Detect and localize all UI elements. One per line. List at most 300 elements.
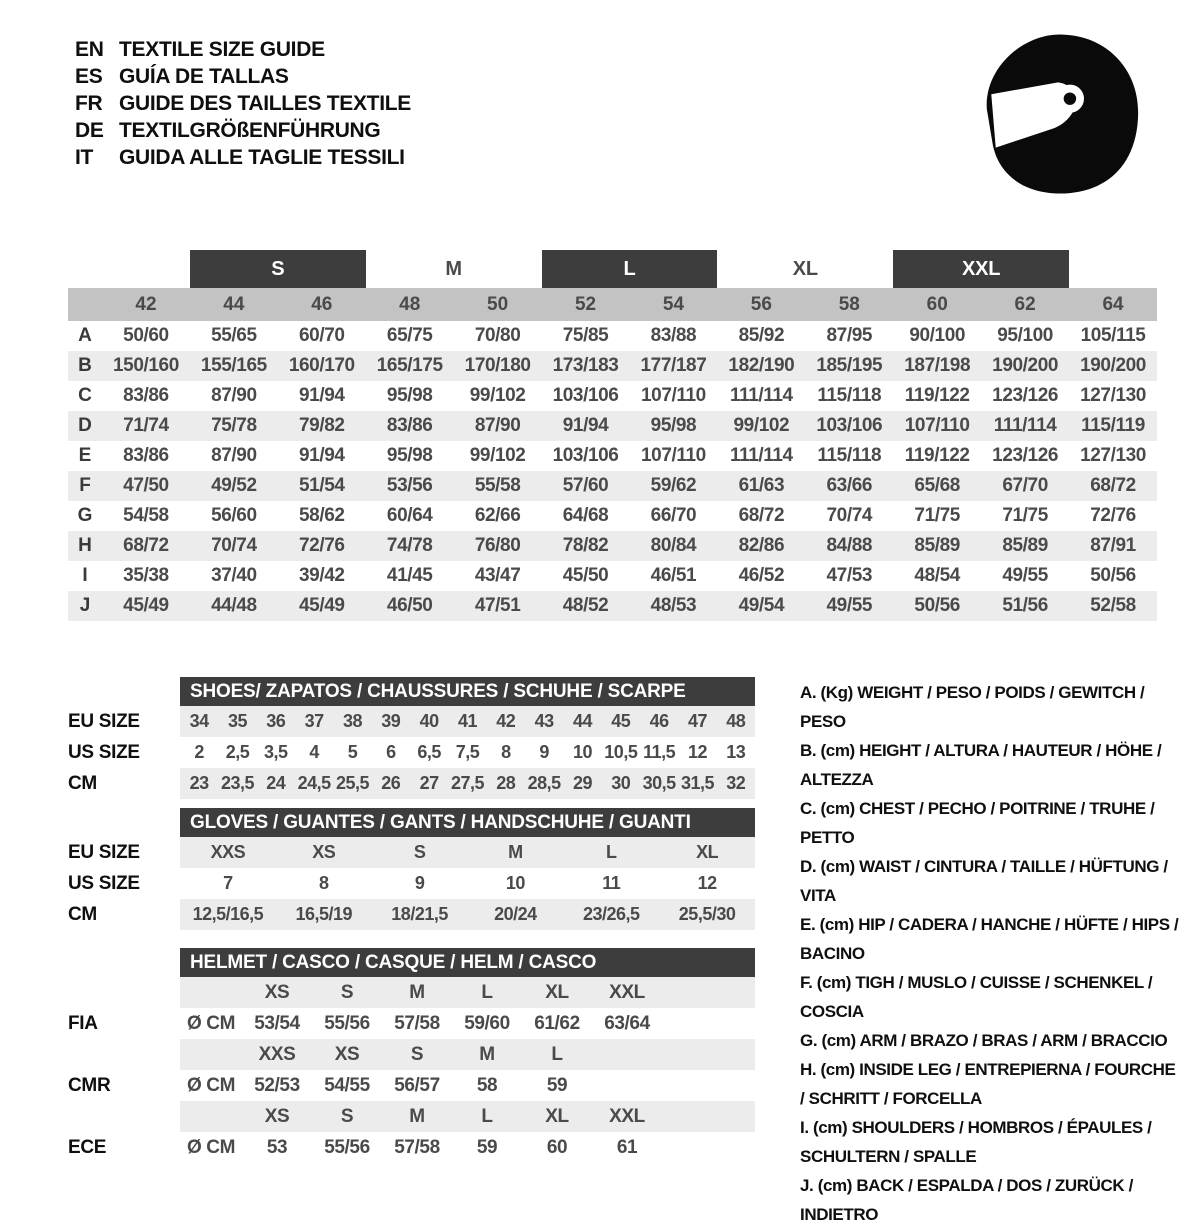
- size-group-s: S: [190, 250, 366, 288]
- row-letter: G: [77, 505, 93, 526]
- diameter-values: [180, 1132, 755, 1163]
- table-cell: 24,5: [297, 773, 331, 793]
- measurement-cell: 58/62: [299, 505, 345, 526]
- table-cell: 11,5: [643, 742, 676, 762]
- measurement-cell: 190/200: [1080, 355, 1146, 376]
- measurement-cell: 68/72: [123, 535, 169, 556]
- measurement-row: [68, 531, 1157, 561]
- size-label-cell: S: [340, 1105, 354, 1127]
- measurement-cell: 91/94: [562, 415, 609, 436]
- diameter-cell: 54/55: [324, 1074, 370, 1096]
- measurement-cell: 44/48: [211, 595, 257, 616]
- size-header-cell: 56: [750, 293, 772, 315]
- legend-item: A. (Kg) WEIGHT / PESO / POIDS / GEWITCH / PESO: [800, 683, 1145, 731]
- measurement-cell: 49/52: [211, 475, 257, 496]
- table-cell: 28,5: [527, 773, 561, 793]
- row-letter: H: [78, 535, 92, 556]
- measurement-cell: 119/122: [904, 385, 970, 406]
- measurement-cell: 51/56: [1002, 595, 1048, 616]
- table-cell: 4: [309, 742, 319, 762]
- measurement-cell: 68/72: [738, 505, 785, 526]
- measurement-cell: 87/90: [474, 415, 521, 436]
- row-label: CM: [68, 772, 97, 794]
- diameter-cell: 56/57: [394, 1074, 440, 1096]
- measurement-cell: 103/106: [816, 415, 883, 436]
- language-code: IT: [75, 145, 94, 169]
- table-cell: 8: [318, 873, 329, 893]
- table-cell: 12: [697, 873, 717, 893]
- measurement-cell: 182/190: [728, 355, 795, 376]
- table-cell: 23: [189, 773, 209, 793]
- language-row: [75, 36, 411, 63]
- table-cell: 6: [386, 742, 396, 762]
- measurement-cell: 60/64: [386, 505, 433, 526]
- row-letter: D: [78, 415, 92, 436]
- size-label-cell: L: [481, 981, 493, 1003]
- measurement-cell: 173/183: [552, 355, 619, 376]
- table-cell: 10: [572, 742, 592, 762]
- measurement-cell: 91/94: [299, 385, 345, 406]
- measurement-cell: 62/66: [474, 505, 521, 526]
- size-label-cell: XS: [264, 981, 290, 1003]
- certification-block: [68, 1039, 755, 1101]
- diameter-cell: 55/56: [324, 1012, 370, 1034]
- diameter-row: [68, 1070, 755, 1101]
- size-label-cell: M: [409, 1105, 425, 1127]
- language-title: GUIDA ALLE TAGLIE TESSILI: [119, 145, 405, 169]
- measurement-cell: 91/94: [299, 445, 345, 466]
- row-label: US SIZE: [68, 872, 140, 894]
- measurement-cell: 82/86: [738, 535, 785, 556]
- diameter-cell: 63/64: [604, 1012, 650, 1034]
- measurement-row: [68, 591, 1157, 621]
- gloves-rows: [68, 837, 755, 930]
- measurement-cell: 54/58: [123, 505, 169, 526]
- measurement-cell: 83/86: [123, 385, 169, 406]
- table-cell: 34: [189, 711, 209, 731]
- table-cell: XXS: [210, 842, 246, 862]
- row-letter: F: [79, 475, 91, 496]
- table-cell: 30: [611, 773, 631, 793]
- shoes-rows: [68, 706, 755, 799]
- measurement-cell: 49/54: [738, 595, 785, 616]
- row-letter: E: [78, 445, 92, 466]
- certification-block: [68, 977, 755, 1039]
- size-label-cell: XL: [545, 981, 569, 1003]
- measurement-cell: 111/114: [729, 385, 793, 406]
- measurement-cell: 83/88: [650, 325, 697, 346]
- measurement-cell: 43/47: [474, 565, 521, 586]
- unit-label: Ø CM: [186, 1136, 235, 1158]
- table-cell: 6,5: [417, 742, 441, 762]
- measurement-cell: 71/75: [1002, 505, 1048, 526]
- measurement-cell: 65/75: [386, 325, 433, 346]
- measurement-cell: 85/89: [1002, 535, 1048, 556]
- measurement-cell: 187/198: [904, 355, 971, 376]
- measurement-cell: 99/102: [469, 385, 526, 406]
- size-label-cell: XXL: [609, 1105, 645, 1127]
- helmet-table-title: HELMET / CASCO / CASQUE / HELM / CASCO: [180, 948, 755, 977]
- table-cell: 13: [726, 742, 746, 762]
- gloves-size-table: [68, 808, 755, 930]
- table-cell: 7,5: [455, 742, 480, 762]
- measurement-cell: 70/80: [474, 325, 521, 346]
- table-cell: 28: [496, 773, 516, 793]
- measurement-cell: 60/70: [299, 325, 345, 346]
- measurement-cell: 87/90: [211, 445, 257, 466]
- table-cell: 35: [227, 711, 247, 731]
- table-cell: 25,5: [335, 773, 370, 793]
- size-label-row: [68, 977, 755, 1008]
- certification-block: [68, 1101, 755, 1163]
- measurement-cell: 99/102: [733, 415, 790, 436]
- measurement-cell: 76/80: [474, 535, 521, 556]
- measurement-cell: 46/52: [738, 565, 785, 586]
- measurement-cell: 115/118: [817, 385, 882, 406]
- unit-label: Ø CM: [186, 1074, 235, 1096]
- measurement-cell: 65/68: [914, 475, 960, 496]
- size-header-cell: 50: [487, 293, 509, 315]
- size-group-xxl: XXL: [893, 250, 1069, 288]
- measurement-cell: 52/58: [1090, 595, 1136, 616]
- size-header-cell: 58: [838, 293, 860, 315]
- diameter-cell: 58: [476, 1074, 498, 1096]
- size-label-cell: M: [409, 981, 425, 1003]
- table-cell: 37: [304, 711, 324, 731]
- table-cell: 31,5: [680, 773, 715, 793]
- size-label-row: [68, 1039, 755, 1070]
- measurement-cell: 87/95: [826, 325, 873, 346]
- measurement-cell: 103/106: [552, 445, 619, 466]
- measurement-row: [68, 411, 1157, 441]
- table-cell: 48: [726, 711, 746, 731]
- size-group-xl: XL: [792, 257, 818, 280]
- legend-item: G. (cm) ARM / BRAZO / BRAS / ARM / BRACCIO: [800, 1031, 1168, 1050]
- measurement-cell: 127/130: [1080, 445, 1146, 466]
- table-cell: XS: [312, 842, 336, 862]
- shoes-size-table: [68, 677, 755, 799]
- measurement-cell: 47/50: [123, 475, 169, 496]
- diameter-cell: 60: [546, 1136, 568, 1158]
- table-cell: 25,5/30: [678, 904, 736, 924]
- measurement-cell: 46/51: [650, 565, 697, 586]
- racing-helmet-icon: [972, 26, 1150, 204]
- table-cell: 7: [223, 873, 233, 893]
- measurement-cell: 53/56: [386, 475, 433, 496]
- measurement-cell: 45/49: [123, 595, 169, 616]
- measurement-cell: 64/68: [562, 505, 609, 526]
- measurement-cell: 45/50: [562, 565, 609, 586]
- measurement-cell: 95/100: [997, 325, 1053, 346]
- table-cell: 24: [266, 773, 286, 793]
- measurement-cell: 90/100: [909, 325, 966, 346]
- table-cell: 23/26,5: [582, 904, 640, 924]
- measurement-row: [68, 501, 1157, 531]
- size-label-cell: M: [479, 1043, 495, 1065]
- table-cell: 40: [419, 711, 439, 731]
- size-header-cell: 42: [135, 293, 157, 315]
- measurement-cell: 49/55: [1002, 565, 1048, 586]
- measurement-cell: 107/110: [641, 385, 706, 406]
- measurement-cell: 57/60: [562, 475, 609, 496]
- table-cell: 42: [496, 711, 516, 731]
- measurement-cell: 72/76: [1090, 505, 1136, 526]
- language-title-list: [75, 36, 411, 171]
- measurement-cell: 83/86: [386, 415, 433, 436]
- certification-name: FIA: [68, 1012, 98, 1034]
- diameter-values: [180, 1008, 755, 1039]
- measurement-cell: 111/114: [993, 415, 1057, 436]
- measurement-cell: 170/180: [464, 355, 531, 376]
- table-cell: 36: [266, 711, 286, 731]
- measurement-cell: 95/98: [386, 385, 433, 406]
- table-cell: 12,5/16,5: [192, 904, 264, 924]
- table-row: [68, 837, 755, 868]
- diameter-cell: 53: [266, 1136, 288, 1158]
- measurement-cell: 74/78: [386, 535, 433, 556]
- table-cell: S: [413, 842, 426, 862]
- measurement-rows: [68, 321, 1157, 621]
- measurement-cell: 51/54: [299, 475, 345, 496]
- measurement-cell: 95/98: [386, 445, 433, 466]
- diameter-cell: 57/58: [394, 1136, 440, 1158]
- table-cell: L: [605, 842, 617, 862]
- measurement-cell: 67/70: [1002, 475, 1048, 496]
- diameter-cell: 59: [476, 1136, 498, 1158]
- table-row: [68, 706, 755, 737]
- measurement-cell: 39/42: [299, 565, 345, 586]
- language-title: GUIDE DES TAILLES TEXTILE: [119, 91, 411, 115]
- language-title: TEXTILE SIZE GUIDE: [119, 37, 325, 61]
- measurement-cell: 79/82: [299, 415, 345, 436]
- diameter-cell: 61/62: [534, 1012, 580, 1034]
- size-header-cell: 52: [574, 293, 597, 315]
- row-label-spacer: [68, 1039, 180, 1070]
- row-values: [180, 706, 755, 737]
- measurement-cell: 119/122: [904, 445, 970, 466]
- diameter-cell: 53/54: [254, 1012, 300, 1034]
- language-title: GUÍA DE TALLAS: [119, 64, 289, 88]
- table-cell: 18/21,5: [391, 904, 448, 924]
- table-cell: 45: [611, 711, 631, 731]
- measurement-cell: 165/175: [376, 355, 443, 376]
- measurement-cell: 70/74: [826, 505, 873, 526]
- size-header-cell: 44: [223, 293, 245, 315]
- table-cell: 43: [534, 711, 554, 731]
- measurement-cell: 35/38: [123, 565, 169, 586]
- measurement-row: [68, 471, 1157, 501]
- numeric-size-header: [68, 288, 1157, 321]
- legend-item: H. (cm) INSIDE LEG / ENTREPIERNA / FOURCHE / SCHRITT / FORCELLA: [800, 1060, 1176, 1108]
- size-label-cell: S: [410, 1043, 424, 1065]
- diameter-cell: 57/58: [394, 1012, 440, 1034]
- table-cell: 29: [572, 773, 592, 793]
- legend-item: J. (cm) BACK / ESPALDA / DOS / ZURÜCK / INDIETRO: [800, 1176, 1133, 1224]
- language-code: FR: [75, 91, 103, 115]
- measurement-cell: 160/170: [288, 355, 355, 376]
- row-label: EU SIZE: [68, 841, 140, 863]
- measurement-cell: 115/119: [1081, 415, 1145, 436]
- table-cell: 26: [381, 773, 401, 793]
- table-cell: 41: [457, 711, 477, 731]
- table-cell: 44: [572, 711, 592, 731]
- measurement-cell: 87/90: [211, 385, 257, 406]
- table-row: [68, 868, 755, 899]
- measurement-cell: 63/66: [826, 475, 873, 496]
- legend-item: F. (cm) TIGH / MUSLO / CUISSE / SCHENKEL / COSCIA: [800, 973, 1153, 1021]
- row-label: CM: [68, 903, 97, 925]
- table-cell: 9: [539, 742, 549, 762]
- measurement-cell: 50/56: [1090, 565, 1136, 586]
- table-cell: 5: [347, 742, 358, 762]
- table-cell: 27,5: [450, 773, 485, 793]
- measurement-cell: 56/60: [211, 505, 257, 526]
- table-cell: XL: [696, 842, 719, 862]
- table-row: [68, 768, 755, 799]
- table-cell: 30,5: [642, 773, 676, 793]
- diameter-cell: 61: [616, 1136, 638, 1158]
- size-label-cell: XL: [545, 1105, 569, 1127]
- size-label-cell: XXL: [609, 981, 645, 1003]
- measurement-legend: [800, 678, 1182, 1229]
- measurement-cell: 103/106: [552, 385, 619, 406]
- measurement-cell: 47/51: [474, 595, 521, 616]
- size-header-cell: 54: [662, 293, 685, 315]
- measurement-cell: 150/160: [113, 355, 179, 376]
- table-cell: 11: [602, 873, 621, 893]
- row-values: [180, 737, 755, 768]
- row-values: [180, 768, 755, 799]
- measurement-row: [68, 561, 1157, 591]
- size-label-cell: XS: [334, 1043, 360, 1065]
- measurement-cell: 50/56: [914, 595, 960, 616]
- legend-item: D. (cm) WAIST / CINTURA / TAILLE / HÜFTUNG / VITA: [800, 857, 1168, 905]
- measurement-cell: 107/110: [641, 445, 706, 466]
- size-label-cell: XS: [264, 1105, 290, 1127]
- size-label-row: [68, 1101, 755, 1132]
- measurement-cell: 37/40: [211, 565, 257, 586]
- measurement-cell: 72/76: [299, 535, 345, 556]
- measurement-cell: 70/74: [211, 535, 257, 556]
- diameter-cell: 59/60: [464, 1012, 510, 1034]
- measurement-cell: 127/130: [1080, 385, 1146, 406]
- language-code: ES: [75, 64, 103, 88]
- table-cell: 47: [687, 711, 707, 731]
- table-cell: 16,5/19: [295, 904, 353, 924]
- row-letter: A: [78, 325, 92, 346]
- measurement-cell: 99/102: [469, 445, 526, 466]
- measurement-cell: 50/60: [123, 325, 169, 346]
- measurement-cell: 95/98: [650, 415, 697, 436]
- table-cell: 27: [419, 773, 439, 793]
- measurement-cell: 107/110: [904, 415, 970, 436]
- row-values: [180, 868, 755, 899]
- size-label-cell: XXS: [258, 1043, 296, 1065]
- measurement-cell: 71/74: [123, 415, 169, 436]
- row-letter: J: [79, 595, 91, 616]
- measurement-cell: 48/52: [562, 595, 609, 616]
- row-values: [180, 837, 755, 868]
- measurement-cell: 111/114: [729, 445, 793, 466]
- row-letter: I: [82, 565, 88, 586]
- row-label-spacer: [68, 977, 180, 1008]
- table-row: [68, 899, 755, 930]
- size-header-cell: 46: [311, 293, 333, 315]
- table-cell: M: [508, 842, 523, 862]
- measurement-cell: 190/200: [992, 355, 1059, 376]
- language-row: [75, 144, 411, 171]
- certification-name: CMR: [68, 1074, 111, 1096]
- table-cell: 23,5: [220, 773, 255, 793]
- table-cell: 46: [649, 711, 669, 731]
- measurement-cell: 85/89: [914, 535, 960, 556]
- measurement-cell: 123/126: [992, 445, 1059, 466]
- measurement-cell: 55/65: [211, 325, 257, 346]
- language-title: TEXTILGRÖßENFÜHRUNG: [119, 118, 381, 142]
- measurement-cell: 48/54: [914, 565, 960, 586]
- table-cell: 3,5: [264, 742, 288, 762]
- language-code: EN: [75, 37, 104, 61]
- table-cell: 12: [687, 742, 707, 762]
- table-cell: 8: [501, 742, 511, 762]
- measurement-cell: 45/49: [299, 595, 345, 616]
- row-label: EU SIZE: [68, 710, 140, 732]
- measurement-cell: 185/195: [816, 355, 883, 376]
- gloves-table-title: GLOVES / GUANTES / GANTS / HANDSCHUHE / GUANTI: [180, 808, 755, 837]
- certification-name: ECE: [68, 1136, 107, 1158]
- legend-item: E. (cm) HIP / CADERA / HANCHE / HÜFTE / HIPS / BACINO: [800, 915, 1179, 963]
- measurement-cell: 105/115: [1080, 325, 1146, 346]
- diameter-cell: 55/56: [324, 1136, 370, 1158]
- measurement-cell: 41/45: [386, 565, 433, 586]
- textile-size-table: [68, 250, 1157, 621]
- table-row: [68, 737, 755, 768]
- measurement-cell: 85/92: [738, 325, 785, 346]
- measurement-cell: 59/62: [650, 475, 697, 496]
- table-cell: 32: [726, 773, 746, 793]
- table-cell: 20/24: [494, 904, 537, 924]
- language-row: [75, 63, 411, 90]
- measurement-cell: 46/50: [386, 595, 433, 616]
- language-row: [75, 117, 411, 144]
- size-label-cell: L: [481, 1105, 493, 1127]
- table-cell: 2: [194, 742, 204, 762]
- measurement-cell: 177/187: [640, 355, 707, 376]
- helmet-certification-rows: [68, 977, 755, 1163]
- measurement-cell: 123/126: [992, 385, 1059, 406]
- diameter-cell: 52/53: [254, 1074, 300, 1096]
- diameter-values: [180, 1070, 755, 1101]
- measurement-cell: 84/88: [826, 535, 873, 556]
- helmet-size-table: [68, 948, 755, 1163]
- size-group-m: M: [445, 257, 462, 280]
- measurement-row: [68, 351, 1157, 381]
- legend-item: B. (cm) HEIGHT / ALTURA / HAUTEUR / HÖHE / ALTEZZA: [800, 741, 1162, 789]
- row-letter: C: [78, 385, 92, 406]
- measurement-cell: 61/63: [738, 475, 785, 496]
- legend-item: C. (cm) CHEST / PECHO / POITRINE / TRUHE / PETTO: [800, 799, 1155, 847]
- measurement-row: [68, 441, 1157, 471]
- legend-item: I. (cm) SHOULDERS / HOMBROS / ÉPAULES / SCHULTERN / SPALLE: [800, 1118, 1152, 1166]
- measurement-cell: 71/75: [914, 505, 960, 526]
- size-labels: [180, 1101, 755, 1132]
- measurement-cell: 68/72: [1090, 475, 1136, 496]
- measurement-cell: 75/85: [562, 325, 609, 346]
- corner-spacer: [68, 250, 102, 288]
- measurement-cell: 55/58: [474, 475, 521, 496]
- row-label: US SIZE: [68, 741, 140, 763]
- measurement-cell: 48/53: [650, 595, 697, 616]
